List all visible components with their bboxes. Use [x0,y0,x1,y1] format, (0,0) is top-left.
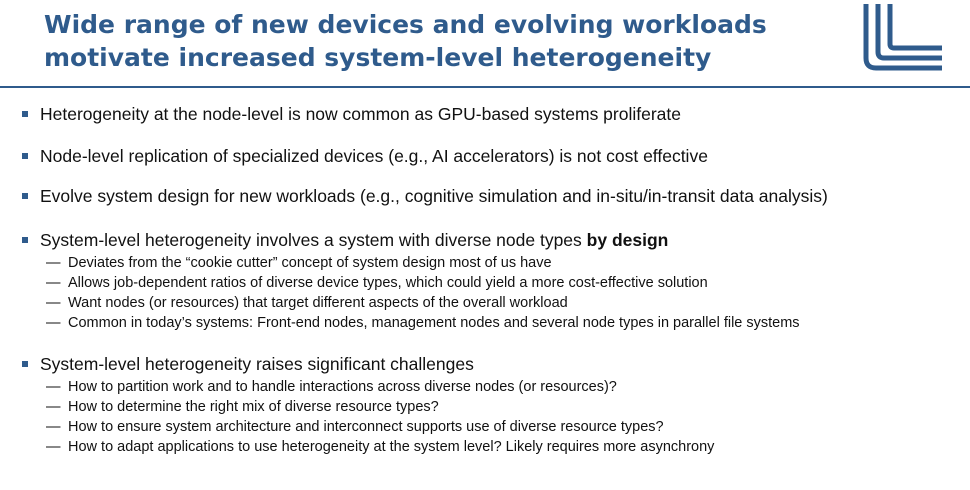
bullet-text: Node-level replication of specialized devices (e.g., AI accelerators) is not cost effective [40,146,708,166]
bullet-text [40,228,668,252]
slide-title [44,8,824,74]
bullet-text-plain: System-level heterogeneity involves a system with diverse node types [40,230,587,250]
dash-marker: — [46,275,61,291]
bullet-text: Evolve system design for new workloads (e.g., cognitive simulation and in-situ/in-transit data analysis) [40,186,828,206]
sub-bullet-text: Common in today’s systems: Front-end nodes, management nodes and several node types in parallel file systems [68,315,800,331]
sub-bullet-text: Allows job-dependent ratios of diverse device types, which could yield a more cost-effective solution [68,275,708,291]
llnl-logo-icon [858,2,944,74]
dash-marker: — [46,419,61,435]
sub-bullet-text: How to determine the right mix of diverse resource types? [68,399,439,415]
bullet-marker [22,153,28,159]
dash-marker: — [46,399,61,415]
sub-bullet-text: Want nodes (or resources) that target different aspects of the overall workload [68,295,568,311]
title-line-1: Wide range of new devices and evolving workloads [44,10,767,39]
bullet-marker [22,111,28,117]
bullet-marker [22,361,28,367]
sub-bullet-text: How to ensure system architecture and interconnect supports use of diverse resource types? [68,419,664,435]
bullet-marker [22,193,28,199]
title-line-2: motivate increased system-level heterogeneity [44,43,712,72]
title-divider [0,86,970,88]
bullet-text: System-level heterogeneity raises significant challenges [40,354,474,374]
sub-bullet-text: Deviates from the “cookie cutter” concept of system design most of us have [68,255,552,271]
dash-marker: — [46,255,61,271]
sub-bullet-text: How to adapt applications to use heterogeneity at the system level? Likely requires more asynchrony [68,439,715,455]
dash-marker: — [46,439,61,455]
sub-bullet-text: How to partition work and to handle interactions across diverse nodes (or resources)? [68,379,617,395]
bullet-marker [22,237,28,243]
dash-marker: — [46,315,61,331]
bullet-text: Heterogeneity at the node-level is now common as GPU-based systems proliferate [40,104,681,124]
dash-marker: — [46,295,61,311]
dash-marker: — [46,379,61,395]
bullet-text-bold: by design [586,230,669,250]
